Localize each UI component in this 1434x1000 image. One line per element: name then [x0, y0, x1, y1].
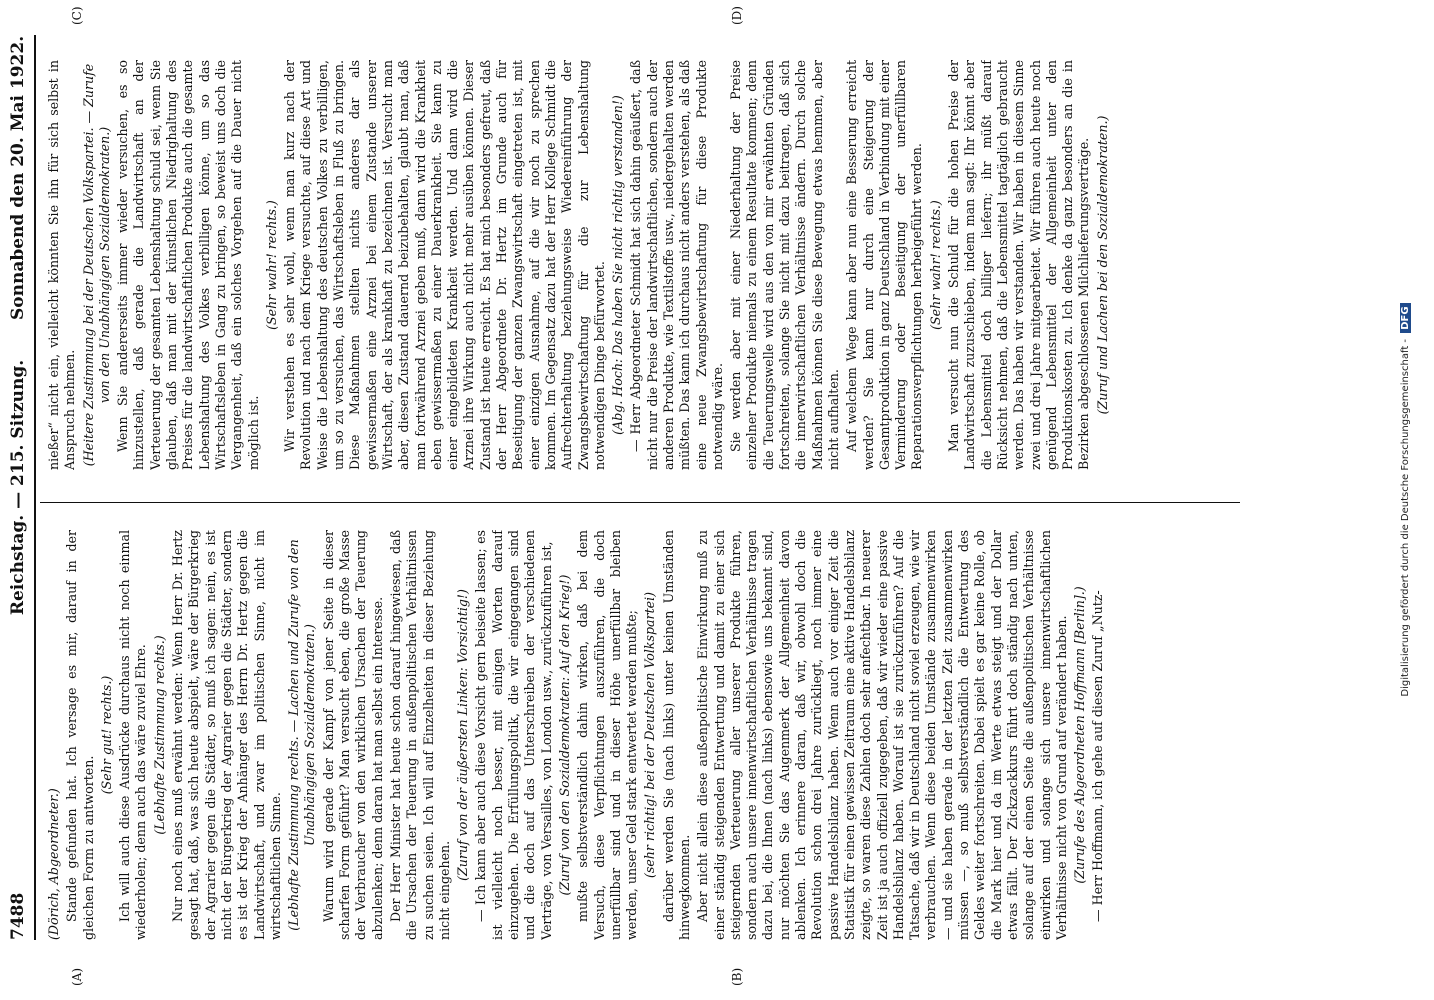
interjection: (sehr richtig! bei der Deutschen Volkspartei) — [642, 591, 658, 879]
paragraph: Warum wird gerade der Kampf von jener Seite in dieser scharfen Form geführt? Man versucht eben, die große Masse der Verbraucher von den wirklichen Ursachen der Teuerung abzulenken; denn daran hat man selbst ein Interesse. — [320, 530, 385, 940]
paragraph: Stande gefunden hat. Ich versage es mir, darauf in der gleichen Form zu antworten. — [64, 530, 96, 940]
paragraph: Wir verstehen es sehr wohl, wenn man kurz nach der Revolution und nach dem Kriege versuchte, auf diese Art und Weise die Lebenshaltung des deutschen Volkes zu verbilligen, um so zu versuchen, das Wirtschaftsleben in Fluß zu bringen. Diese Maßnahmen stellten nichts anderes dar als gewissermaßen eine Arznei bei einem Zustande unserer Wirtschaft, der als krankhaft zu bezeichnen ist. Versucht man aber, diesen Zustand dauernd beizubehalten, glaubt man, daß man fortwährend Arznei geben muß, dann wird die Krankheit eben gewissermaßen zu einer Dauerkrankheit. Sie kann zu einer eingebildeten Krankheit werden. Und dann wird die Arznei ihre Wirkung auch nicht mehr ausüben können. Dieser Zustand ist heute erreicht. Es hat mich besonders gefreut, daß der Herr Abgeordnete Dr. Hertz im Grunde auch für Beseitigung der ganzen Zwangswirtschaft eingetreten ist, mit einer einzigen Ausnahme, auf die wir noch zu sprechen kommen. Im Gegensatz dazu hat der Herr Kollege Schmidt die Aufrechterhaltung beziehungsweise Wiedereinführung der Zwangsbewirtschaftung für die zur Lebenshaltung notwendigen Dinge befürwortet. — [282, 60, 607, 470]
dfg-logo: DFG — [1400, 303, 1411, 332]
interjection: (Lebhafte Zustimmung rechts. — Lachen und Zurufe von den Unabhängigen Sozialdemokraten.) — [286, 539, 318, 931]
paragraph: Man versucht nun die Schuld für die hohen Preise der Landwirtschaft zuzuschieben, indem man sagt: Ihr könnt aber die Lebensmittel doch billiger liefern; ihr müßt darauf Rücksicht nehmen, daß die Lebensmittel tagtäglich gebraucht werden. Das haben wir verstanden. Wir haben in diesem Sinne zwei und drei Jahre mitgearbeitet. Wir führen auch heute noch genügend Lebensmittel der Allgemeinheit unter den Produktionskosten zu. Ich denke da ganz besonders an die in Bezirken abgeschlossenen Milchlieferungsverträge. — [946, 60, 1092, 470]
interjection: (Zuruf von der äußersten Linken: Vorsichtig!) — [455, 589, 471, 881]
speaker-label: (Dörich, Abgeordneter.) — [46, 788, 61, 940]
margin-mark-b: (B) — [730, 967, 744, 986]
interjection: (Sehr wahr! rechts.) — [927, 200, 943, 330]
digitization-footer — [1400, 0, 1411, 1000]
paragraph: — Herr Hoffmann, ich gehe auf diesen Zuruf „Nutz- — [1090, 590, 1106, 922]
margin-mark-d: (D) — [730, 6, 744, 25]
interjection: (Sehr wahr! rechts.) — [263, 200, 279, 330]
paragraph: mußte selbstverständlich dahin wirken, daß bei dem Versuch, diese Verpflichtungen auszuführen, die doch unerfüllbar sind und in dieser Höhe unerfüllbar bleiben werden, unser Geld stark entwertet werden mußte; — [575, 530, 640, 940]
footer-text: Digitalisierung gefördert durch die Deutsche Forschungsgemeinschaft - — [1400, 338, 1411, 697]
interjection: (Zuruf von den Sozialdemokraten: Auf den Krieg!) — [556, 574, 572, 896]
interjection: (Heitere Zustimmung bei der Deutschen Volkspartei. — Zurufe von den Unabhängigen Sozialdemokraten.) — [80, 63, 112, 467]
interjection: (Lebhafte Zustimmung rechts.) — [151, 635, 167, 835]
right-column — [46, 60, 1276, 470]
column-divider — [40, 502, 1240, 503]
interjection: (Abg. Hoch: Das haben Sie nicht richtig verstanden!) — [610, 95, 626, 435]
session-date: Sonnabend den 20. Mai 1922. — [8, 35, 28, 320]
paragraph: Nur noch eines muß erwähnt werden: Wenn Herr Dr. Hertz gesagt hat, daß, was sich heute abspielt, wäre der Bürgerkrieg der Agrarier gegen die Städter, so muß ich sagen: nein, es ist nicht der Bürgerkrieg der Agrarier gegen die Städter, sondern es ist der Krieg der Anhänger des Herrn Dr. Hertz gegen die Landwirtschaft, und zwar im politischen Sinne, nicht im wirtschaftlichen Sinne. — [170, 530, 283, 940]
margin-mark-a: (A) — [70, 967, 84, 986]
paragraph: Sie werden aber mit einer Niederhaltung der Preise einzelner Produkte niemals zu einem Resultate kommen; denn die Teuerungswelle wird aus den von mir erwähnten Gründen fortschreiten, solange Sie nicht mit dazu beitragen, daß sich die innerwirtschaftlichen Verhältnisse ändern. Durch solche Maßnahmen können Sie diese Bewegung etwas hemmen, aber nicht aufhalten. — [728, 60, 841, 470]
paragraph: Wenn Sie andererseits immer wieder versuchen, es so hinzustellen, daß gerade die Landwirtschaft an der Verteuerung der gesamten Lebenshaltung schuld sei, wenn Sie glauben, daß man mit der künstlichen Niedrighaltung des Preises für die landwirtschaftlichen Produkte auch die gesamte Lebenshaltung des Volkes verbilligen könne, um so das Wirtschaftsleben in Gang zu bringen, so beweist uns doch die Vergangenheit, daß ein solches Vorgehen auf die Dauer nicht möglich ist. — [115, 60, 261, 470]
paragraph: Aber nicht allein diese außenpolitische Einwirkung muß zu einer ständig steigenden Entwertung und damit zu einer sich steigernden Verteuerung aller unserer Produkte führen, sondern auch unsere innenwirtschaftlichen Verhältnisse tragen dazu bei, die Ihnen (nach links) ebensowie uns bekannt sind, nur möchten Sie das Augenmerk der Allgemeinheit davon ablenken. Ich erinnere daran, daß wir, obwohl doch die Revolution schon drei Jahre zurückliegt, noch immer eine passive Handelsbilanz haben. Wenn auch vor einiger Zeit die Statistik für einen gewissen Zeitraum eine aktive Handelsbilanz zeigte, so waren diese Zahlen doch sehr anfechtbar. In neuerer Zeit ist ja auch offiziell zugegeben, daß wir wieder eine passive Handelsbilanz haben. Worauf ist sie zurückzuführen? Auf die Tatsache, daß wir in Deutschland nicht soviel erzeugen, wie wir verbrauchen. Wenn diese beiden Umstände zusammenwirken — und sie haben gerade in der letzten Zeit zusammenwirken müssen —, so muß selbstverständlich die Entwertung des Geldes weiter fortschreiten. Dabei spielt es gar keine Rolle, ob die Mark hier und da im Werte etwas steigt und der Dollar etwas fällt. Der Zickzackkurs führt doch ständig nach unten, solange auf der einen Seite die außenpolitischen Verhältnisse einwirken und solange sich unsere innenwirtschaftlichen Verhältnisse nicht von Grund auf verändert haben. — [695, 530, 1069, 940]
interjection: (Sehr gut! rechts.) — [98, 675, 114, 795]
session-title: Reichstag. — 215. Sitzung. — [8, 359, 28, 616]
interjection: (Zuruf und Lachen bei den Sozialdemokraten.) — [1094, 115, 1110, 415]
paragraph: nießer“ nicht ein, vielleicht könnten Sie ihn für sich selbst in Anspruch nehmen. — [46, 60, 78, 470]
left-column — [46, 530, 1276, 940]
paragraph: — Herr Abgeordneter Schmidt hat sich dahin geäußert, daß nicht nur die Preise der landwirtschaftlichen, sondern auch der anderen Produkte, wie Textilstoffe usw., niedergehalten werden müßten. Das kann ich durchaus nicht anders verstehen, als daß eine neue Zwangsbewirtschaftung für diese Produkte notwendig wäre. — [628, 60, 725, 470]
paragraph: — Ich kann aber auch diese Vorsicht gern beiseite lassen; es ist vielleicht noch besser, mit einigen Worten darauf einzugehen. Die Erfüllungspolitik, die wir eingegangen sind und die doch auf das Unterschreiben der verschiedenen Verträge, von Versailles, von London usw., zurückzuführen ist, — [473, 530, 554, 940]
paragraph: Auf welchem Wege kann aber nun eine Besserung erreicht werden? Sie kann nur durch eine Steigerung der Gesamtproduktion in ganz Deutschland in Verbindung mit einer Verminderung oder Beseitigung der unerfüllbaren Reparationsverpflichtungen herbeigeführt werden. — [844, 60, 925, 470]
paragraph: Ich will auch diese Ausdrücke durchaus nicht noch einmal wiederholen; denn auch das wäre zuviel Ehre. — [117, 530, 149, 940]
paragraph: darüber werden Sie (nach links) unter keinen Umständen hinwegkommen. — [660, 530, 692, 940]
interjection: (Zurufe des Abgeordneten Hoffmann [Berlin].) — [1072, 586, 1088, 884]
header-rule — [34, 35, 36, 940]
paragraph: Der Herr Minister hat heute schon darauf hingewiesen, daß die Ursachen der Teuerung in außenpolitischen Verhältnissen zu suchen seien. Ich will auf Einzelheiten in dieser Beziehung nicht eingehen. — [387, 530, 452, 940]
margin-mark-c: (C) — [70, 6, 84, 25]
page-number: 7488 — [8, 892, 28, 940]
